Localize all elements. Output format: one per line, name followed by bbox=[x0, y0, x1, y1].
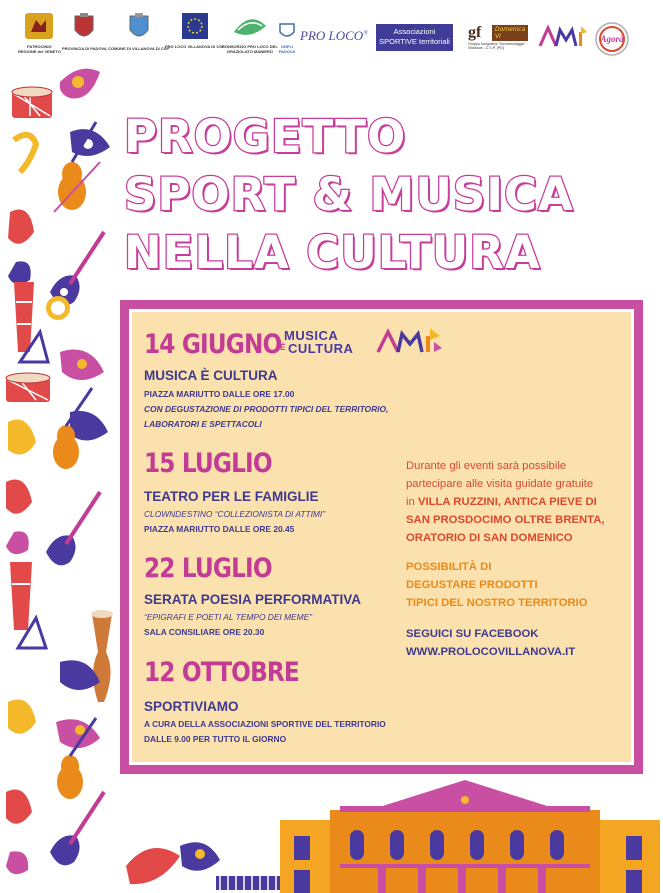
note-icon bbox=[14, 135, 36, 172]
logo-comune bbox=[108, 12, 169, 51]
event-detail: CON DEGUSTAZIONE DI PRODOTTI TIPICI DEL TERRITORIO, bbox=[144, 404, 389, 414]
tasting-line: POSSIBILITÀ DI bbox=[406, 561, 492, 573]
logo-caption: GRAZIOLATO MANIERO bbox=[226, 49, 273, 54]
crest-icon bbox=[127, 12, 151, 42]
visits-line: ORATORIO DI SAN DOMENICO bbox=[406, 532, 573, 544]
tasting-info bbox=[406, 558, 588, 612]
eu-flag-icon bbox=[181, 12, 209, 40]
djembe-icon bbox=[91, 610, 113, 702]
bottom-swirls-decoration bbox=[120, 826, 290, 893]
tambourine-icon bbox=[46, 296, 70, 320]
tasting-line: TIPICI DEL NOSTRO TERRITORIO bbox=[406, 597, 588, 609]
drum-icon bbox=[6, 373, 50, 402]
logo-caption: PRO LOCO VILLANOVA DI CSP bbox=[165, 44, 225, 49]
logo-caption: COMUNE DI VILLANOVA DI CSP bbox=[108, 46, 170, 51]
event-title: MUSICA È CULTURA bbox=[144, 368, 278, 383]
conga-icon bbox=[14, 282, 34, 352]
gf-label: gf bbox=[468, 24, 482, 41]
logo-agora bbox=[592, 22, 632, 60]
swirl-icon bbox=[6, 790, 32, 875]
logo-provincia bbox=[62, 12, 107, 51]
event-title: TEATRO PER LE FAMIGLIE bbox=[144, 489, 319, 504]
guided-visits-info bbox=[406, 457, 605, 547]
title-line-3: NELLA CULTURA bbox=[124, 226, 541, 279]
agora-logo-icon bbox=[592, 22, 632, 56]
musica-logo-line-1: MUSICA bbox=[284, 328, 339, 343]
lion-shield-icon bbox=[24, 12, 54, 40]
amici-mini-logo bbox=[376, 326, 446, 362]
logo-regione-veneto bbox=[18, 12, 61, 54]
event-detail: DALLE 9.00 PER TUTTO IL GIORNO bbox=[144, 734, 287, 744]
poster-title bbox=[124, 108, 574, 282]
logo-bar bbox=[0, 0, 663, 62]
event-date: 22 LUGLIO bbox=[144, 553, 272, 584]
logo-gruppo-fotografico bbox=[468, 22, 526, 50]
gf-caption: Villanova - C.S.P. (PD) bbox=[468, 46, 505, 50]
logo-associazioni-sportive bbox=[376, 24, 453, 51]
conga-icon bbox=[10, 562, 32, 630]
crest-icon bbox=[72, 12, 96, 42]
logo-caption: PADOVA bbox=[278, 49, 296, 54]
event-detail: SALA CONSILIARE ORE 20.30 bbox=[144, 627, 265, 637]
drum-icon bbox=[12, 87, 52, 118]
visits-line: Durante gli eventi sarà possibile bbox=[406, 460, 567, 472]
logo-unpli bbox=[278, 22, 296, 54]
musica-logo-line-2: CULTURA bbox=[288, 341, 354, 356]
guitar-icon bbox=[50, 232, 104, 305]
tasting-line: DEGUSTARE PRODOTTI bbox=[406, 579, 538, 591]
associazioni-line: Associazioni bbox=[393, 27, 436, 36]
event-detail: LABORATORI E SPETTACOLI bbox=[144, 419, 262, 429]
event-date: 14 GIUGNO bbox=[144, 329, 282, 360]
logo-consorzio bbox=[222, 12, 278, 54]
unpli-icon bbox=[278, 22, 296, 40]
program-box bbox=[120, 300, 643, 774]
event-date: 12 OTTOBRE bbox=[144, 657, 299, 688]
leaf-icon bbox=[230, 12, 270, 40]
visits-line: SAN PROSDOCIMO OLTRE BRENTA, bbox=[406, 514, 605, 526]
logo-caption: PATROCINIO bbox=[27, 44, 52, 49]
event-detail: PIAZZA MARIUTTO DALLE ORE 20.45 bbox=[144, 524, 295, 534]
amici-logo-icon bbox=[538, 24, 588, 50]
musica-logo-e: È bbox=[280, 343, 286, 352]
logo-pro-loco-villanova bbox=[165, 12, 225, 49]
visits-line: partecipare alle visita guidate gratuite bbox=[406, 478, 594, 490]
gf-tag: Domenica VI bbox=[492, 25, 528, 41]
logo-caption: PROVINCIA DI PADOVA bbox=[62, 46, 107, 51]
gf-caption: Gruppo fotografico "Incontroviaggio" bbox=[468, 42, 526, 46]
villa-building-illustration bbox=[280, 780, 660, 893]
title-line-2: SPORT & MUSICA bbox=[124, 168, 574, 221]
logo-caption: CONSORZIO PRO LOCO DEL bbox=[222, 44, 278, 49]
guitar-icon bbox=[50, 792, 104, 865]
amici-logo-icon bbox=[376, 326, 446, 358]
website-line: WWW.PROLOCOVILLANOVA.IT bbox=[406, 646, 576, 658]
visits-line-places: VILLA RUZZINI, ANTICA PIEVE DI bbox=[417, 496, 597, 508]
event-title: SERATA POESIA PERFORMATIVA bbox=[144, 592, 362, 607]
event-detail: A CURA DELLA ASSOCIAZIONI SPORTIVE DEL TERRITORIO bbox=[144, 719, 386, 729]
music-instruments-decoration bbox=[0, 62, 120, 893]
facebook-line: SEGUICI SU FACEBOOK bbox=[406, 628, 539, 640]
logo-amici bbox=[538, 24, 588, 54]
program-panel bbox=[129, 309, 634, 765]
logo-caption: REGIONE del VENETO bbox=[18, 49, 61, 54]
logo-proloco-text: PRO LOCO® bbox=[300, 28, 368, 43]
logo-caption: UNPLI bbox=[281, 44, 293, 49]
swirl-icon bbox=[60, 69, 100, 99]
visits-line-prefix: in bbox=[406, 496, 418, 508]
associazioni-line: SPORTIVE territoriali bbox=[379, 37, 450, 46]
event-detail: PIAZZA MARIUTTO DALLE ORE 17.00 bbox=[144, 389, 295, 399]
proloco-label: PRO LOCO bbox=[300, 28, 364, 43]
title-line-1: PROGETTO bbox=[124, 110, 407, 163]
swirl-icon bbox=[8, 210, 34, 285]
agora-logo-text: Agorà bbox=[600, 34, 624, 44]
guitar-icon bbox=[46, 492, 100, 565]
event-date: 15 LUGLIO bbox=[144, 448, 272, 479]
event-detail: “EPIGRAFI E POETI AL TEMPO DEI MEME” bbox=[144, 612, 312, 622]
event-detail: CLOWNDESTINO “COLLEZIONISTA DI ATTIMI” bbox=[144, 509, 325, 519]
swirl-icon bbox=[6, 480, 32, 555]
social-info bbox=[406, 625, 575, 661]
event-title: SPORTIVIAMO bbox=[144, 699, 239, 714]
musica-cultura-logo bbox=[280, 328, 366, 358]
